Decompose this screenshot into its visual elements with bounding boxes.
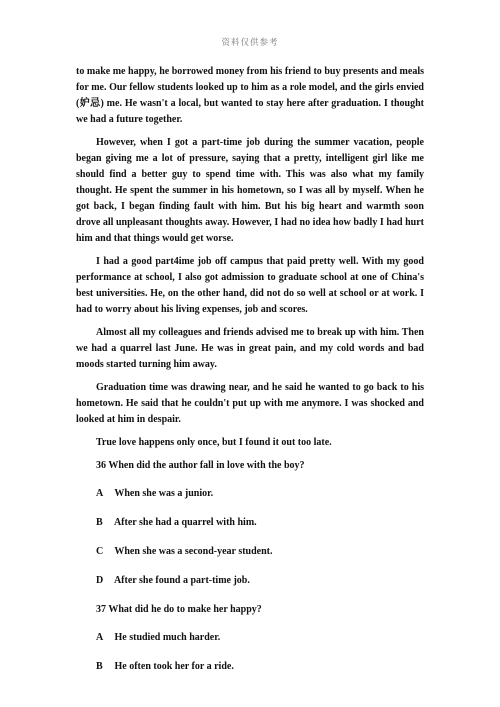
- answer-option: [76, 630, 424, 646]
- answer-option: [76, 544, 424, 560]
- option-letter: A: [96, 488, 104, 499]
- answer-option: [76, 486, 424, 502]
- option-text: He often took her for a ride.: [114, 661, 234, 672]
- option-text: After she found a part-time job.: [113, 575, 250, 586]
- answer-option: [76, 659, 424, 675]
- option-letter: D: [96, 575, 104, 586]
- passage-paragraph: to make me happy, he borrowed money from his friend to buy presents and meals for me. Our fellow students looked up to him as a role model, and the girls envied (妒忌) me. He wasn't a local, but wanted to stay here after graduation. I thought we had a future together.: [76, 66, 424, 125]
- answer-option: [76, 573, 424, 589]
- option-letter: C: [96, 546, 104, 557]
- option-text: He studied much harder.: [114, 632, 221, 643]
- option-letter: A: [96, 632, 104, 643]
- answer-option: [76, 515, 424, 531]
- question-stem: 36 When did the author fall in love with the boy?: [96, 460, 305, 471]
- option-text: When she was a junior.: [114, 488, 214, 499]
- option-letter: B: [96, 517, 103, 528]
- passage-paragraph: I had a good part4ime job off campus that paid pretty well. With my good performance at school, I also got admission to graduate school at one of China's best universities. He, on the other hand, did not do so well at school or at work. I had to worry about his living expenses, job and scores.: [76, 256, 424, 315]
- passage-paragraph: However, when I got a part-time job during the summer vacation, people began giving me a lot of pressure, saying that a pretty, intelligent girl like me should find a better guy to spend time with. This was also what my family thought. He spent the summer in his hometown, so I was all by myself. When he got back, I began finding fault with him. But his big heart and warmth soon drove all unpleasant thoughts away. However, I had no idea how badly I had hurt him and that things would get worse.: [76, 137, 424, 244]
- document-body: [76, 64, 424, 688]
- option-text: When she was a second-year student.: [114, 546, 273, 557]
- question-stem: 37 What did he do to make her happy?: [96, 604, 262, 615]
- option-text: After she had a quarrel with him.: [113, 517, 257, 528]
- page-header: 资料仅供参考: [221, 38, 279, 48]
- passage-paragraph: Almost all my colleagues and friends advised me to break up with him. Then we had a quarrel last June. He was in great pain, and my cold words and bad moods started turning him away.: [76, 327, 424, 370]
- option-letter: B: [96, 661, 103, 672]
- passage-paragraph: Graduation time was drawing near, and he said he wanted to go back to his hometown. He said that he couldn't put up with me anymore. I was shocked and looked at him in despair.: [76, 382, 424, 425]
- passage-paragraph: True love happens only once, but I found it out too late.: [96, 437, 332, 448]
